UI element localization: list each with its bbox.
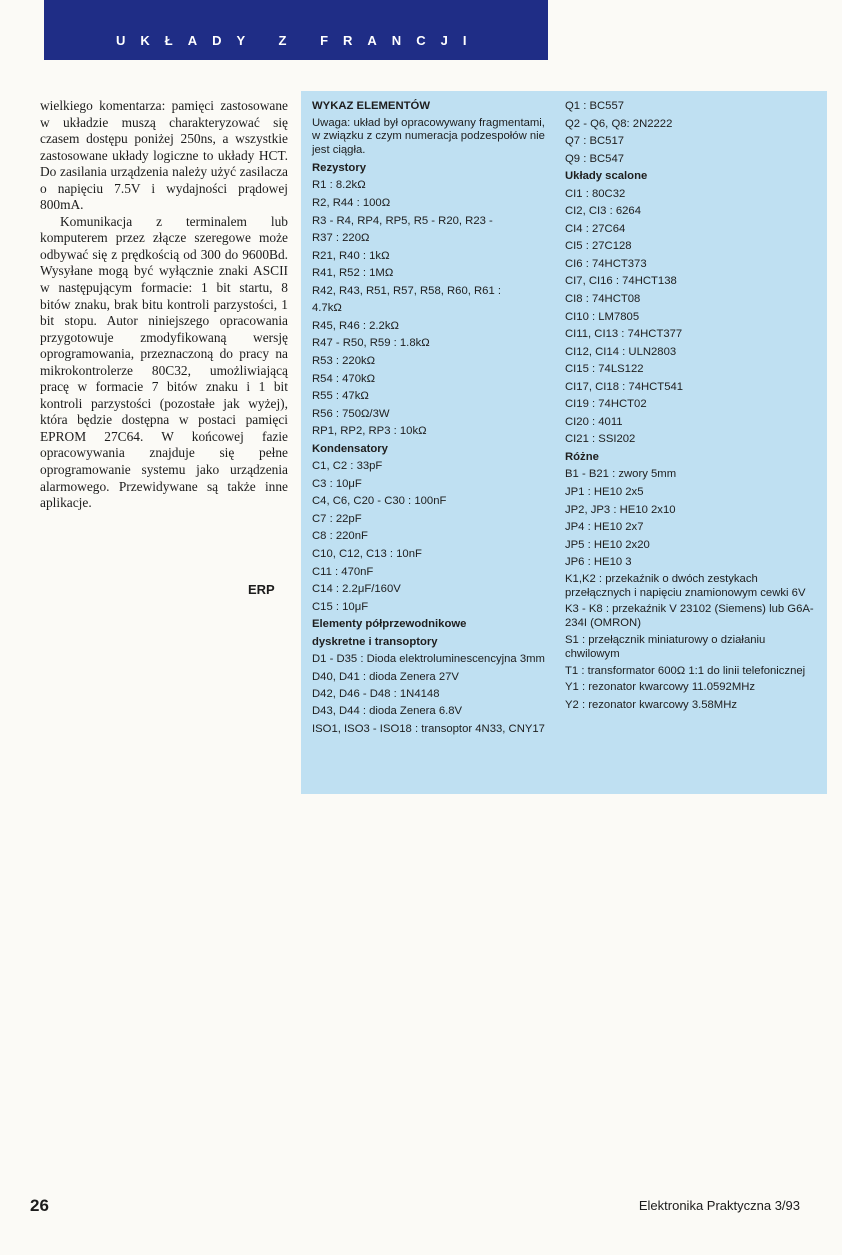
parts-category-heading: Różne — [565, 450, 599, 463]
parts-list-item: Q1 : BC557 — [565, 100, 625, 112]
parts-list-item: CI19 : 74HCT02 — [565, 398, 647, 411]
parts-list-item: S1 : przełącznik miniaturowy o działaniu chwilowym — [565, 633, 766, 660]
parts-list-item: CI20 : 4011 — [565, 415, 623, 428]
parts-list-item: CI1 : 80C32 — [565, 187, 626, 200]
magazine-issue: Elektronika Praktyczna 3/93 — [638, 1198, 800, 1213]
parts-list-item: Y2 : rezonator kwarcowy 3.58MHz — [565, 699, 738, 712]
parts-list-item: CI6 : 74HCT373 — [565, 257, 647, 270]
parts-list-item: CI12, CI14 : ULN2803 — [565, 345, 677, 358]
section-header-bar — [44, 0, 548, 60]
parts-list-title: WYKAZ ELEMENTÓW — [312, 100, 430, 112]
parts-list-item: JP5 : HE10 2x20 — [565, 538, 650, 551]
parts-list-item: R53 : 220kΩ — [312, 354, 376, 367]
parts-list-item: CI8 : 74HCT08 — [565, 293, 641, 306]
parts-list-item: D42, D46 - D48 : 1N4148 — [312, 688, 440, 701]
parts-list-item: C14 : 2.2μF/160V — [312, 583, 401, 596]
parts-list-item: JP4 : HE10 2x7 — [565, 521, 644, 534]
parts-list-item: R45, R46 : 2.2kΩ — [312, 319, 399, 332]
article-paragraph: wielkiego komentarza: pamięci zastosowane w układzie muszą charakteryzować się czasem dostępu poniżej 250ns, a wszystkie zastosowane układy logiczne to układy HCT. Do zasilania urządzenia należy użyć zasilacza o napięciu 7.5V i wydajności prądowej 800mA. — [40, 98, 288, 213]
parts-list-item: T1 : transformator 600Ω 1:1 do linii telefonicznej — [565, 664, 806, 677]
parts-list-item: R55 : 47kΩ — [312, 390, 369, 403]
parts-list-column-2 — [565, 98, 822, 715]
parts-category-heading: Układy scalone — [565, 170, 648, 183]
parts-list-item: Y1 : rezonator kwarcowy 11.0592MHz — [565, 681, 756, 694]
article-signature: ERP — [248, 582, 275, 597]
article-body — [40, 98, 288, 512]
parts-list-item: CI17, CI18 : 74HCT541 — [565, 380, 684, 393]
parts-list-item: R21, R40 : 1kΩ — [312, 249, 390, 262]
parts-list-note: Uwaga: układ był opracowywany fragmentami, w związku z czym numeracja podzespołów nie jest ciągła. — [312, 116, 545, 157]
parts-list-item: D43, D44 : dioda Zenera 6.8V — [312, 704, 463, 717]
parts-list-item: CI7, CI16 : 74HCT138 — [565, 275, 677, 288]
parts-list-item: CI11, CI13 : 74HCT377 — [565, 328, 683, 341]
page-number: 26 — [30, 1196, 49, 1215]
parts-list-item: D1 - D35 : Dioda elektroluminescencyjna 3mm — [312, 653, 545, 666]
parts-list-item: Q2 - Q6, Q8: 2N2222 — [565, 117, 673, 130]
parts-list-item: R3 - R4, RP4, RP5, R5 - R20, R23 - — [312, 214, 493, 227]
parts-list-item: JP2, JP3 : HE10 2x10 — [565, 503, 676, 516]
parts-list-item: ISO1, ISO3 - ISO18 : transoptor 4N33, CNY17 — [312, 722, 545, 735]
parts-list-item: K3 - K8 : przekaźnik V 23102 (Siemens) lub G6A-234I (OMRON) — [565, 603, 814, 630]
parts-list-item: C7 : 22pF — [312, 512, 362, 525]
parts-category-heading: Kondensatory — [312, 442, 388, 455]
parts-list-item: R37 : 220Ω — [312, 232, 370, 245]
parts-category-heading: Rezystory — [312, 161, 366, 174]
parts-list-column-1 — [312, 98, 550, 738]
parts-list-item: D40, D41 : dioda Zenera 27V — [312, 670, 459, 683]
parts-list-item: R56 : 750Ω/3W — [312, 407, 390, 420]
parts-list-item: C1, C2 : 33pF — [312, 460, 383, 473]
parts-list-item: R54 : 470kΩ — [312, 372, 376, 385]
parts-list-item: C4, C6, C20 - C30 : 100nF — [312, 495, 447, 508]
parts-list-item: CI21 : SSI202 — [565, 433, 636, 446]
parts-list-item: CI15 : 74LS122 — [565, 363, 644, 376]
parts-list-item: C11 : 470nF — [312, 565, 374, 578]
parts-list-item: B1 - B21 : zwory 5mm — [565, 468, 677, 481]
parts-list-item: C15 : 10μF — [312, 600, 369, 613]
parts-list-item: Q9 : BC547 — [565, 152, 625, 165]
parts-list-item: CI5 : 27C128 — [565, 240, 632, 253]
parts-list-item: C10, C12, C13 : 10nF — [312, 547, 422, 560]
parts-list-item: C3 : 10μF — [312, 477, 362, 490]
article-paragraph: Komunikacja z terminalem lub komputerem przez złącze szeregowe może odbywać się z prędkością od 300 do 9600Bd. Wysyłane mogą być wyłącznie znaki ASCII w następującym formacie: 1 bit startu, 8 bitów znaku, brak bitu kontroli parzystości, 1 bit stopu. Autor niniejszego opracowania przygotowuje zmodyfikowaną wersję oprogramowania, przeznaczoną do pracy na mikrokontrolerze 80C32, umożliwiającą pracę w formacie 7 bitów znaku i 1 bit kontroli parzystości (pozostałe jak wyżej), która będzie dostępna w postaci pamięci EPROM 27C64. W końcowej fazie opracowywania znajduje się pełne oprogramowanie systemu jako urządzenia alarmowego. Przewidywane są także inne aplikacje. — [40, 213, 288, 511]
parts-list-item: Q7 : BC517 — [565, 135, 625, 148]
parts-list-item: R41, R52 : 1MΩ — [312, 267, 394, 280]
section-title: UKŁADY Z FRANCJI — [116, 32, 482, 48]
parts-list-item: CI2, CI3 : 6264 — [565, 205, 641, 218]
parts-list-item: CI10 : LM7805 — [565, 310, 640, 323]
parts-list-item: JP1 : HE10 2x5 — [565, 486, 644, 499]
parts-list-item: 4.7kΩ — [312, 302, 342, 315]
parts-list-item: R1 : 8.2kΩ — [312, 179, 366, 192]
parts-category-heading: dyskretne i transoptory — [312, 635, 438, 648]
parts-list-item: C8 : 220nF — [312, 530, 368, 543]
parts-list-item: JP6 : HE10 3 — [565, 556, 632, 569]
parts-list-item: CI4 : 27C64 — [565, 222, 626, 235]
parts-list-item: R47 - R50, R59 : 1.8kΩ — [312, 337, 430, 350]
parts-category-heading: Elementy półprzewodnikowe — [312, 618, 467, 631]
parts-list-item: R2, R44 : 100Ω — [312, 197, 391, 210]
parts-list-item: K1,K2 : przekaźnik o dwóch zestykach przełącznych i napięciu znamionowym cewki 6V — [565, 572, 806, 599]
parts-list-item: RP1, RP2, RP3 : 10kΩ — [312, 425, 427, 438]
parts-list-item: R42, R43, R51, R57, R58, R60, R61 : — [312, 284, 502, 297]
